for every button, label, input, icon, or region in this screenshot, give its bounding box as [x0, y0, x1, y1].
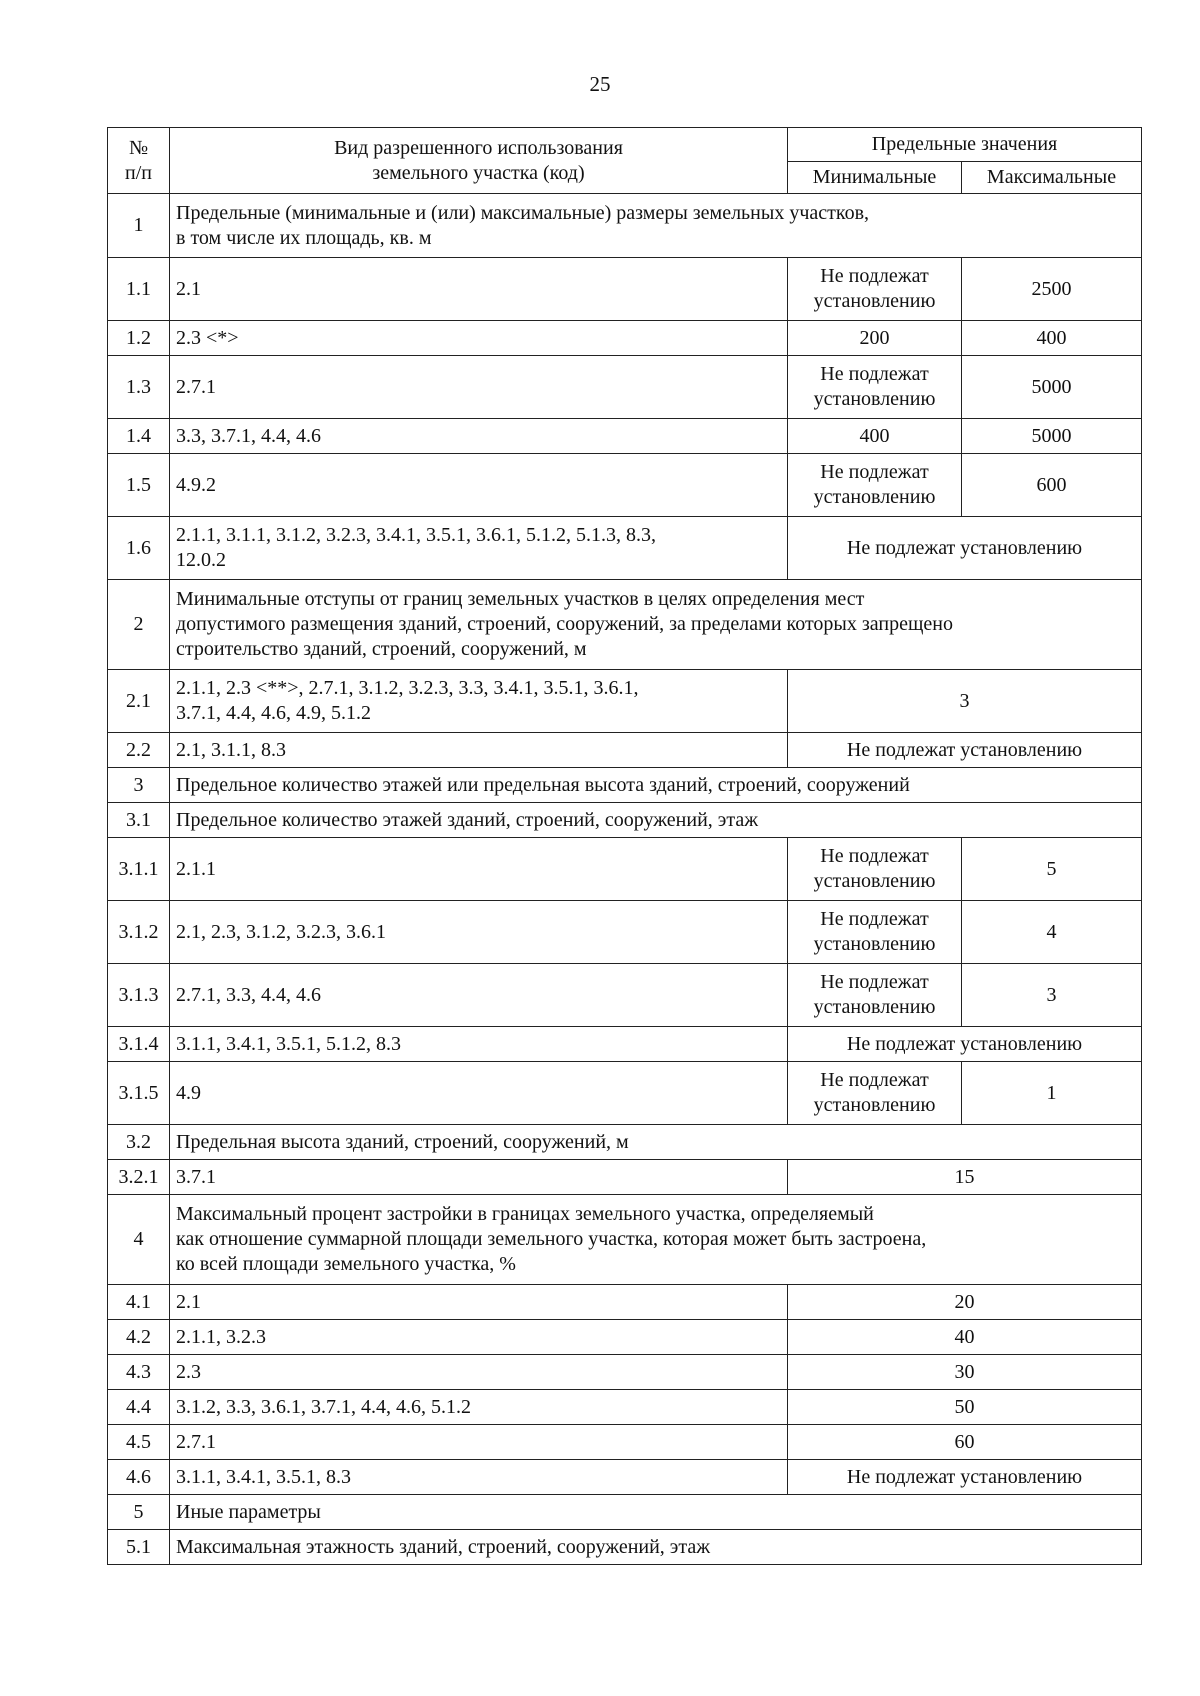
min-value: Не подлежат установлению	[788, 964, 962, 1027]
land-use-codes: 3.7.1	[170, 1160, 788, 1195]
land-use-codes: 3.1.1, 3.4.1, 3.5.1, 5.1.2, 8.3	[170, 1027, 788, 1062]
limit-value: Не подлежат установлению	[788, 1027, 1142, 1062]
min-value: Не подлежат установлению	[788, 838, 962, 901]
header-max: Максимальные	[962, 162, 1142, 194]
table-row	[108, 733, 1142, 768]
min-value: 400	[788, 419, 962, 454]
land-use-codes: 2.1.1	[170, 838, 788, 901]
min-value: Не подлежат установлению	[788, 356, 962, 419]
table-row	[108, 356, 1142, 419]
section-title: Максимальная этажность зданий, строений, сооружений, этаж	[170, 1530, 1142, 1565]
limits-table	[107, 127, 1142, 1565]
section-row	[108, 1530, 1142, 1565]
row-number: 4.5	[108, 1425, 170, 1460]
table-row	[108, 838, 1142, 901]
max-value: 3	[962, 964, 1142, 1027]
land-use-codes: 2.3	[170, 1355, 788, 1390]
row-number: 3.1.5	[108, 1062, 170, 1125]
header-min: Минимальные	[788, 162, 962, 194]
land-use-codes: 3.1.1, 3.4.1, 3.5.1, 8.3	[170, 1460, 788, 1495]
row-number: 4.1	[108, 1285, 170, 1320]
table-row	[108, 1285, 1142, 1320]
row-number: 1.3	[108, 356, 170, 419]
row-number: 3.2	[108, 1125, 170, 1160]
limit-value: Не подлежат установлению	[788, 517, 1142, 580]
land-use-codes: 2.1.1, 3.1.1, 3.1.2, 3.2.3, 3.4.1, 3.5.1, 3.6.1, 5.1.2, 5.1.3, 8.3, 12.0.2	[170, 517, 788, 580]
row-number: 4.2	[108, 1320, 170, 1355]
row-number: 4	[108, 1195, 170, 1285]
row-number: 3.1.3	[108, 964, 170, 1027]
section-title: Предельная высота зданий, строений, сооружений, м	[170, 1125, 1142, 1160]
section-row	[108, 803, 1142, 838]
min-value: Не подлежат установлению	[788, 1062, 962, 1125]
max-value: 4	[962, 901, 1142, 964]
limit-value: 15	[788, 1160, 1142, 1195]
table-row	[108, 1027, 1142, 1062]
row-number: 1.6	[108, 517, 170, 580]
row-number: 4.3	[108, 1355, 170, 1390]
table-row	[108, 1355, 1142, 1390]
min-value: Не подлежат установлению	[788, 901, 962, 964]
row-number: 1.1	[108, 258, 170, 321]
min-value: 200	[788, 321, 962, 356]
section-title: Предельное количество этажей зданий, строений, сооружений, этаж	[170, 803, 1142, 838]
section-title: Предельные (минимальные и (или) максимальные) размеры земельных участков, в том числе их площадь, кв. м	[170, 194, 1142, 258]
limit-value: 60	[788, 1425, 1142, 1460]
row-number: 2	[108, 580, 170, 670]
row-number: 3.1.4	[108, 1027, 170, 1062]
land-use-codes: 2.3 <*>	[170, 321, 788, 356]
row-number: 4.4	[108, 1390, 170, 1425]
land-use-codes: 2.1, 3.1.1, 8.3	[170, 733, 788, 768]
row-number: 2.1	[108, 670, 170, 733]
table-row	[108, 1320, 1142, 1355]
land-use-codes: 3.1.2, 3.3, 3.6.1, 3.7.1, 4.4, 4.6, 5.1.2	[170, 1390, 788, 1425]
row-number: 3.2.1	[108, 1160, 170, 1195]
table-row	[108, 1460, 1142, 1495]
table-row	[108, 1062, 1142, 1125]
min-value: Не подлежат установлению	[788, 454, 962, 517]
table-row	[108, 901, 1142, 964]
section-row	[108, 1195, 1142, 1285]
table-row	[108, 454, 1142, 517]
section-row	[108, 580, 1142, 670]
section-row	[108, 194, 1142, 258]
max-value: 5	[962, 838, 1142, 901]
limit-value: 40	[788, 1320, 1142, 1355]
section-title: Минимальные отступы от границ земельных участков в целях определения мест допустимого размещения зданий, строений, сооружений, за пределами которых запрещено строительство зданий, строений, сооружений, м	[170, 580, 1142, 670]
land-use-codes: 2.1	[170, 258, 788, 321]
limit-value: 50	[788, 1390, 1142, 1425]
table-row	[108, 670, 1142, 733]
row-number: 4.6	[108, 1460, 170, 1495]
land-use-codes: 2.1, 2.3, 3.1.2, 3.2.3, 3.6.1	[170, 901, 788, 964]
max-value: 400	[962, 321, 1142, 356]
table-row	[108, 321, 1142, 356]
limit-value: 3	[788, 670, 1142, 733]
table-row	[108, 419, 1142, 454]
section-row	[108, 1495, 1142, 1530]
section-row	[108, 1125, 1142, 1160]
max-value: 600	[962, 454, 1142, 517]
section-row	[108, 768, 1142, 803]
min-value: Не подлежат установлению	[788, 258, 962, 321]
land-use-codes: 2.7.1	[170, 356, 788, 419]
table-row	[108, 964, 1142, 1027]
land-use-codes: 2.7.1, 3.3, 4.4, 4.6	[170, 964, 788, 1027]
row-number: 1.4	[108, 419, 170, 454]
land-use-codes: 2.1.1, 3.2.3	[170, 1320, 788, 1355]
row-number: 3.1.2	[108, 901, 170, 964]
page-number: 25	[589, 72, 611, 96]
header-limits: Предельные значения	[788, 128, 1142, 162]
header-kind: Вид разрешенного использования земельного участка (код)	[170, 128, 788, 194]
land-use-codes: 2.1.1, 2.3 <**>, 2.7.1, 3.1.2, 3.2.3, 3.3, 3.4.1, 3.5.1, 3.6.1, 3.7.1, 4.4, 4.6, 4.9, 5.1.2	[170, 670, 788, 733]
max-value: 5000	[962, 356, 1142, 419]
row-number: 3	[108, 768, 170, 803]
table-header-row	[108, 128, 1142, 162]
table-row	[108, 1160, 1142, 1195]
max-value: 5000	[962, 419, 1142, 454]
header-number: № п/п	[108, 128, 170, 194]
max-value: 1	[962, 1062, 1142, 1125]
land-use-codes: 4.9.2	[170, 454, 788, 517]
row-number: 5	[108, 1495, 170, 1530]
land-use-codes: 4.9	[170, 1062, 788, 1125]
limit-value: 30	[788, 1355, 1142, 1390]
row-number: 3.1	[108, 803, 170, 838]
land-use-codes: 3.3, 3.7.1, 4.4, 4.6	[170, 419, 788, 454]
section-title: Предельное количество этажей или предельная высота зданий, строений, сооружений	[170, 768, 1142, 803]
row-number: 1.2	[108, 321, 170, 356]
table-body	[108, 194, 1142, 1565]
row-number: 1	[108, 194, 170, 258]
row-number: 5.1	[108, 1530, 170, 1565]
land-use-codes: 2.7.1	[170, 1425, 788, 1460]
section-title: Иные параметры	[170, 1495, 1142, 1530]
section-title: Максимальный процент застройки в границах земельного участка, определяемый как отношение суммарной площади земельного участка, которая может быть застроена, ко всей площади земельного участка, %	[170, 1195, 1142, 1285]
table-row	[108, 258, 1142, 321]
row-number: 1.5	[108, 454, 170, 517]
land-use-codes: 2.1	[170, 1285, 788, 1320]
table-row	[108, 1390, 1142, 1425]
max-value: 2500	[962, 258, 1142, 321]
table-row	[108, 517, 1142, 580]
limit-value: 20	[788, 1285, 1142, 1320]
table-row	[108, 1425, 1142, 1460]
limit-value: Не подлежат установлению	[788, 733, 1142, 768]
row-number: 3.1.1	[108, 838, 170, 901]
limit-value: Не подлежат установлению	[788, 1460, 1142, 1495]
row-number: 2.2	[108, 733, 170, 768]
